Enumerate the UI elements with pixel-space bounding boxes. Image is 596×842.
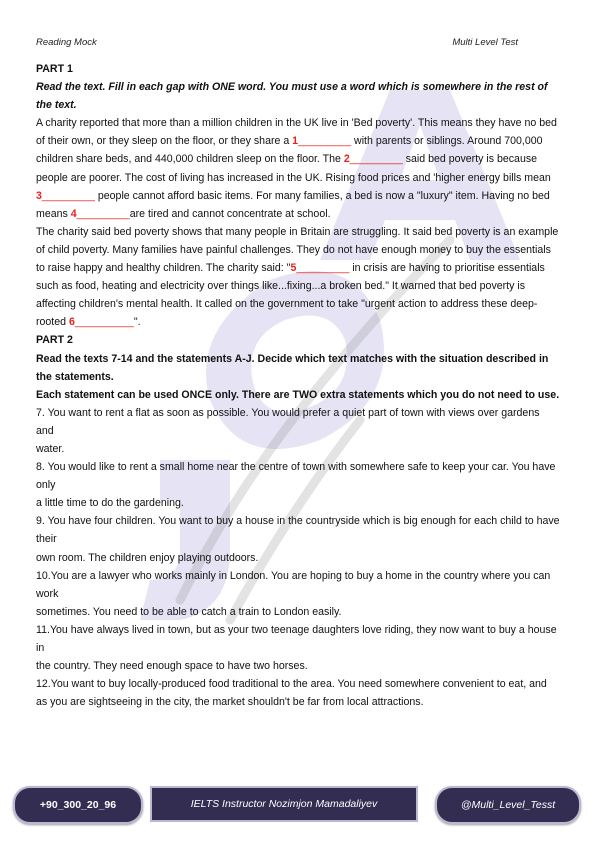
list-item-8 — [36, 458, 560, 512]
gap-4-blank[interactable]: _________ — [76, 207, 130, 220]
p1-text-d: people cannot afford basic items. For many families, a bed is now a "luxury" item. Having no bed means — [36, 189, 550, 220]
gap-1-blank[interactable]: _________ — [298, 135, 352, 148]
footer-phone-badge[interactable] — [13, 786, 143, 824]
item-9-line-1: 9. You have four children. You want to buy a house in the countryside which is big enough for each child to have their — [36, 515, 560, 546]
part1-paragraph-1 — [36, 114, 560, 223]
part2-instruction-2: Each statement can be used ONCE only. There are TWO extra statements which you do not need to use. — [36, 388, 560, 401]
gap-2-number: 2 — [343, 153, 350, 166]
p2-text-c: ". — [133, 316, 141, 329]
part1-paragraph-2 — [36, 223, 560, 332]
part2-instruction-1: Read the texts 7-14 and the statements A-J. Decide which text matches with the situation described in the statements. — [36, 352, 549, 383]
header-left-title: Reading Mock — [36, 37, 97, 48]
p2-text-b: in crisis are having to prioritise essentials such as food, heating and electricity over things like...fixing...a broken bed." It warned that bed poverty is affecting children's mental health. It called on the government to take "urgent action to address these deep-rooted — [36, 262, 545, 329]
part2-heading: PART 2 — [36, 334, 73, 347]
item-12-line-1: 12.You want to buy locally-produced food traditional to the area. You need somewhere convenient to eat, and as you are sightseeing in the city, the market shouldn't be far from local attractions. — [36, 678, 547, 709]
item-7-line-2: water. — [36, 442, 65, 455]
list-item-9 — [36, 512, 560, 566]
gap-2-blank[interactable]: _________ — [349, 153, 403, 166]
gap-6-blank[interactable]: __________ — [74, 316, 134, 329]
part1-instruction: Read the text. Fill in each gap with ONE word. You must use a word which is somewhere in the rest of the text. — [36, 81, 548, 112]
item-11-line-2: the country. They need enough space to have two horses. — [36, 660, 308, 673]
gap-1-number: 1 — [292, 135, 299, 148]
item-10-line-2: sometimes. You need to be able to catch a train to London easily. — [36, 605, 342, 618]
social-handle: @Multi_Level_Tesst — [460, 799, 556, 811]
gap-6-number: 6 — [68, 316, 75, 329]
footer-handle-badge[interactable] — [435, 786, 581, 824]
list-item-11 — [36, 621, 560, 675]
phone-number: +90_300_20_96 — [39, 799, 117, 811]
list-item-7 — [36, 404, 560, 458]
gap-4-number: 4 — [70, 207, 77, 220]
p1-text-e: are tired and cannot concentrate at school. — [129, 207, 331, 220]
item-9-line-2: own room. The children enjoy playing outdoors. — [36, 551, 259, 564]
gap-5-number: 5 — [290, 262, 297, 275]
header-right-title: Multi Level Test — [452, 37, 518, 48]
footer-instructor-banner — [150, 786, 418, 822]
item-10-line-1: 10.You are a lawyer who works mainly in London. You are hoping to buy a home in the country where you can work — [36, 569, 551, 600]
item-8-line-1: 8. You would like to rent a small home near the centre of town with somewhere safe to keep your car. You have only — [36, 461, 556, 492]
p1-text-a: A charity reported that more than a million children in the UK live in 'Bed poverty'. This means they have no bed of their own, or they sleep on the floor, or they share a — [36, 117, 557, 148]
instructor-name: IELTS Instructor Nozimjon Mamadaliyev — [190, 798, 378, 810]
document-body — [36, 60, 560, 711]
p2-text-a: The charity said bed poverty shows that many people in Britain are struggling. It said bed poverty is an example of child poverty. Many families have painful challenges. They do not have enough money to buy the essentials to raise happy and healthy children. The charity said: " — [36, 225, 559, 275]
item-7-line-1: 7. You want to rent a flat as soon as possible. You would prefer a quiet part of town with views over gardens and — [36, 406, 540, 437]
p1-text-c: said bed poverty is because people are poorer. The cost of living has increased in the UK. Rising food prices and 'higher energy bills mean — [36, 153, 551, 184]
item-11-line-1: 11.You have always lived in town, but as your two teenage daughters love riding, they now want to buy a house in — [36, 623, 557, 654]
part1-heading: PART 1 — [36, 63, 73, 75]
gap-5-blank[interactable]: _________ — [296, 262, 350, 275]
gap-3-blank[interactable]: _________ — [41, 189, 95, 202]
list-item-10 — [36, 567, 560, 621]
item-8-line-2: a little time to do the gardening. — [36, 497, 184, 510]
gap-3-number: 3 — [36, 189, 42, 202]
p1-text-b: with parents or siblings. Around 700,000 children share beds, and 440,000 children sleep on the floor. The — [36, 135, 543, 166]
list-item-12 — [36, 675, 560, 711]
